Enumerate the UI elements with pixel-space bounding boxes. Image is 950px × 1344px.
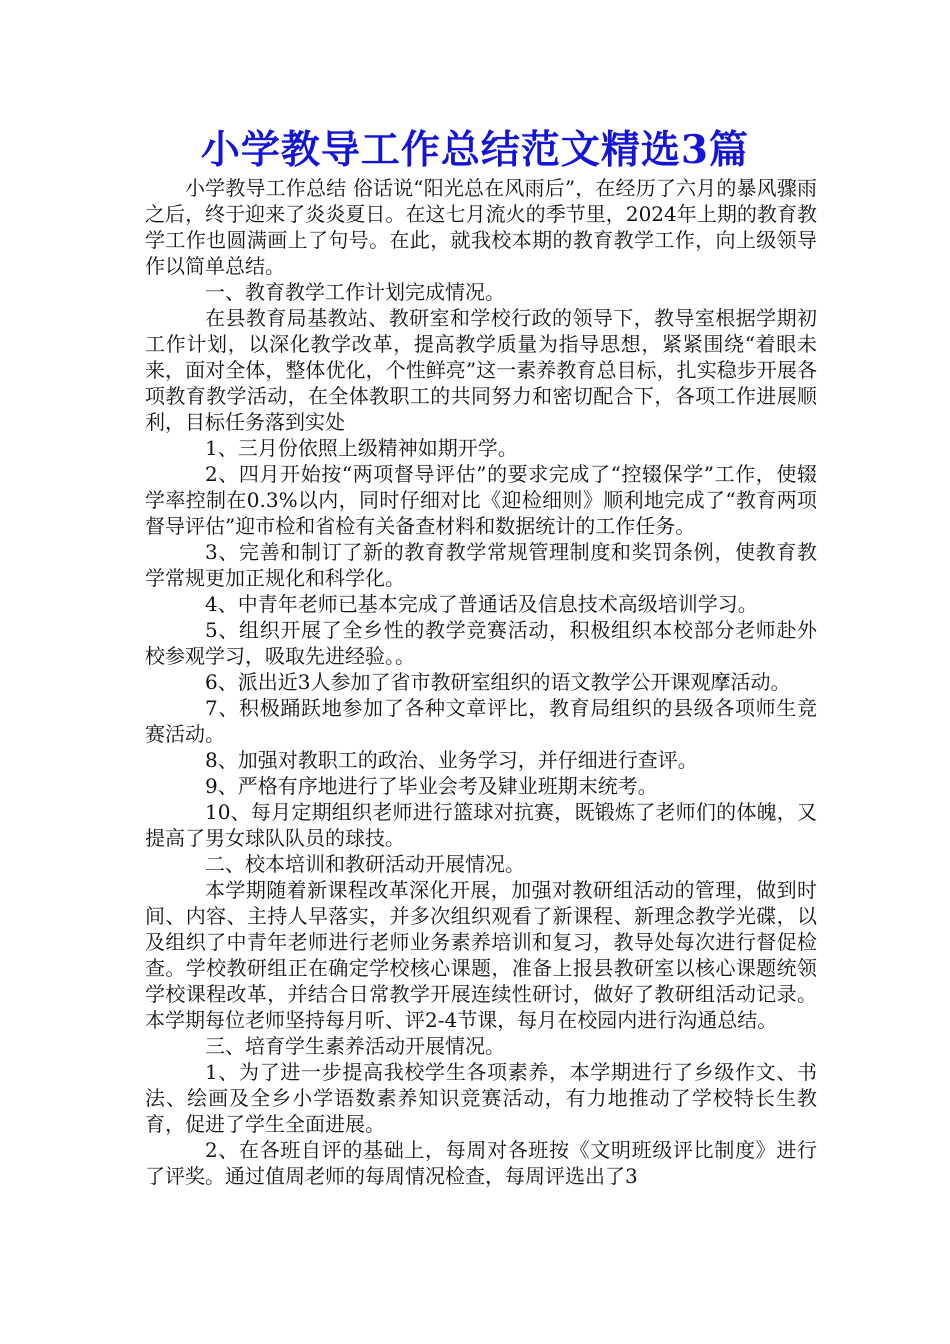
list-item-2: 2、四月开始按“两项督导评估”的要求完成了“控辍保学”工作，使辍学率控制在0.3%以内，同时仔细对比《迎检细则》顺利地完成了“教育两项督导评估”迎市检和省检有关备查材料和数据统计的工作任务。: [145, 462, 817, 538]
section-3-item-1: 1、为了进一步提高我校学生各项素养，本学期进行了乡级作文、书法、绘画及全乡小学语数素养知识竞赛活动，有力地推动了学校特长生教育，促进了学生全面进展。: [145, 1060, 817, 1136]
list-item-9: 9、严格有序地进行了毕业会考及肄业班期末统考。: [205, 774, 658, 798]
section-2-paragraph: 本学期随着新课程改革深化开展，加强对教研组活动的管理，做到时间、内容、主持人早落实，并多次组织观看了新课程、新理念教学光碟，以及组织了中青年老师进行老师业务素养培训和复习，教导处每次进行督促检查。学校教研组正在确定学校核心课题，准备上报县教研室以核心课题统领学校课程改革，并结合日常教学开展连续性研讨，做好了教研组活动记录。本学期每位老师坚持每月听、评2-4节课，每月在校园内进行沟通总结。: [145, 878, 817, 1032]
document-title: 小学教导工作总结范文精选3篇: [200, 127, 750, 173]
section-heading-3: 三、培育学生素养活动开展情况。: [205, 1034, 505, 1058]
intro-paragraph: 小学教导工作总结 俗话说“阳光总在风雨后”，在经历了六月的暴风骤雨之后，终于迎来了炎炎夏日。在这七月流火的季节里，2024年上期的教育教学工作也圆满画上了句号。在此，就我校本期的教育教学工作，向上级领导作以简单总结。: [145, 176, 817, 278]
list-item-6: 6、派出近3人参加了省市教研室组织的语文教学公开课观摩活动。: [205, 670, 791, 694]
list-item-7: 7、积极踊跃地参加了各种文章评比，教育局组织的县级各项师生竞赛活动。: [145, 696, 817, 746]
list-item-4: 4、中青年老师已基本完成了普通话及信息技术高级培训学习。: [205, 592, 758, 616]
list-item-5: 5、组织开展了全乡性的教学竞赛活动，积极组织本校部分老师赴外校参观学习，吸取先进经验。。: [145, 618, 817, 668]
list-item-1: 1、三月份依照上级精神如期开学。: [205, 436, 518, 460]
section-heading-1: 一、教育教学工作计划完成情况。: [205, 280, 505, 304]
document-body: [145, 175, 817, 1189]
list-item-3: 3、完善和制订了新的教育教学常规管理制度和奖罚条例，使教育教学常规更加正规化和科学化。: [145, 540, 817, 590]
list-item-10: 10、每月定期组织老师进行篮球对抗赛，既锻炼了老师们的体魄，又提高了男女球队队员的球技。: [145, 800, 817, 850]
list-item-8: 8、加强对教职工的政治、业务学习，并仔细进行查评。: [205, 748, 698, 772]
section-heading-2: 二、校本培训和教研活动开展情况。: [205, 852, 525, 876]
section-1-paragraph: 在县教育局基教站、教研室和学校行政的领导下，教导室根据学期初工作计划，以深化教学改革，提高教学质量为指导思想，紧紧围绕“着眼未来，面对全体，整体优化，个性鲜亮”这一素养教育总目标，扎实稳步开展各项教育教学活动，在全体教职工的共同努力和密切配合下，各项工作进展顺利，目标任务落到实处: [145, 306, 817, 434]
section-3-item-2: 2、在各班自评的基础上，每周对各班按《文明班级评比制度》进行了评奖。通过值周老师的每周情况检查，每周评选出了3: [145, 1138, 817, 1188]
